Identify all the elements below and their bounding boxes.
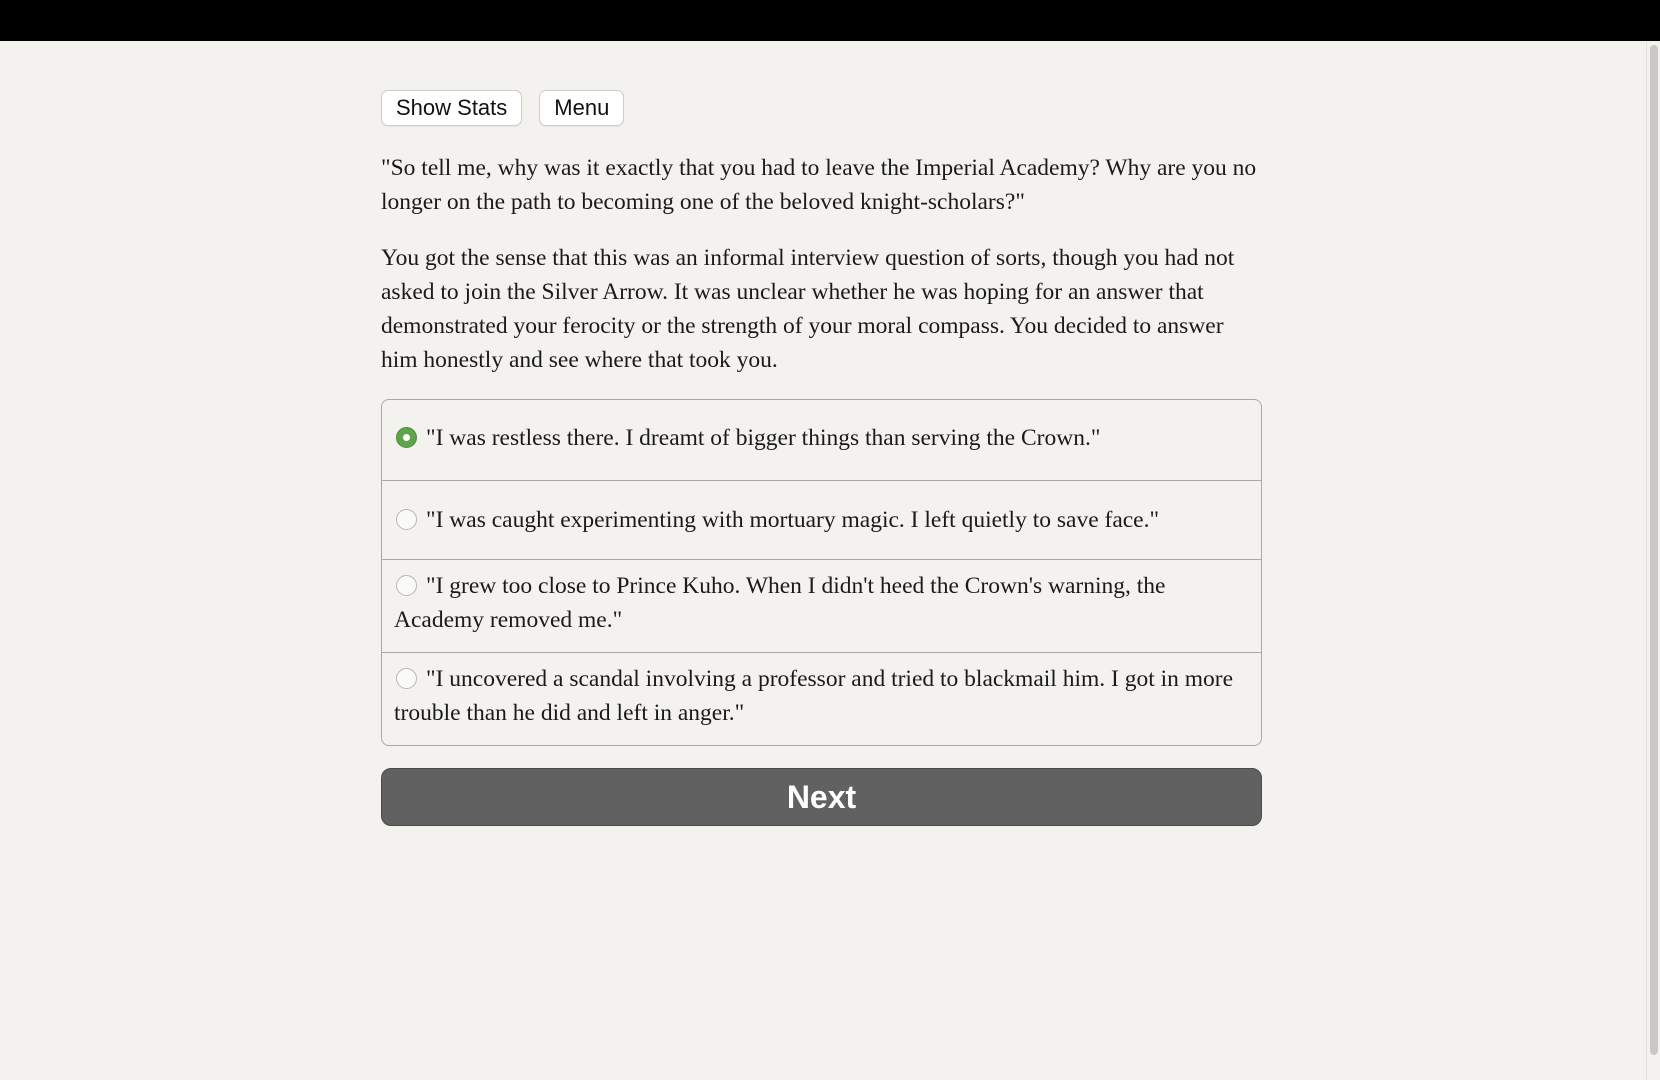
choice-label: "I grew too close to Prince Kuho. When I didn't heed the Crown's warning, the Academy removed me." [394,573,1166,633]
choice-label: "I was restless there. I dreamt of bigger things than serving the Crown." [426,425,1101,451]
game-content [381,90,1262,826]
story-paragraph: You got the sense that this was an informal interview question of sorts, though you had not asked to join the Silver Arrow. It was unclear whether he was hoping for an answer that demonstrated your ferocity or the strength of your moral compass. You decided to answer him honestly and see where that took you. [381,245,1235,373]
choice-option-3[interactable] [382,559,1261,652]
radio-unselected-icon[interactable] [396,509,417,530]
story-text [381,151,1262,377]
choice-option-4[interactable] [382,652,1261,745]
show-stats-button[interactable]: Show Stats [381,90,522,126]
radio-unselected-icon[interactable] [396,668,417,689]
radio-unselected-icon[interactable] [396,575,417,596]
next-button[interactable]: Next [381,768,1262,826]
choice-option-2[interactable] [382,480,1261,559]
choice-label: "I was caught experimenting with mortuary magic. I left quietly to save face." [426,507,1160,533]
menu-button[interactable]: Menu [539,90,624,126]
choice-list [381,399,1262,746]
top-button-row [381,90,1262,126]
story-paragraph: "So tell me, why was it exactly that you had to leave the Imperial Academy? Why are you no longer on the path to becoming one of the beloved knight-scholars?" [381,155,1257,215]
window-top-bar [0,0,1660,41]
radio-selected-icon[interactable] [396,427,417,448]
vertical-scrollbar[interactable] [1646,41,1660,1080]
choice-option-1[interactable] [382,400,1261,480]
scrollbar-thumb[interactable] [1650,45,1658,1055]
choice-label: "I uncovered a scandal involving a professor and tried to blackmail him. I got in more trouble than he did and left in anger." [394,666,1234,726]
